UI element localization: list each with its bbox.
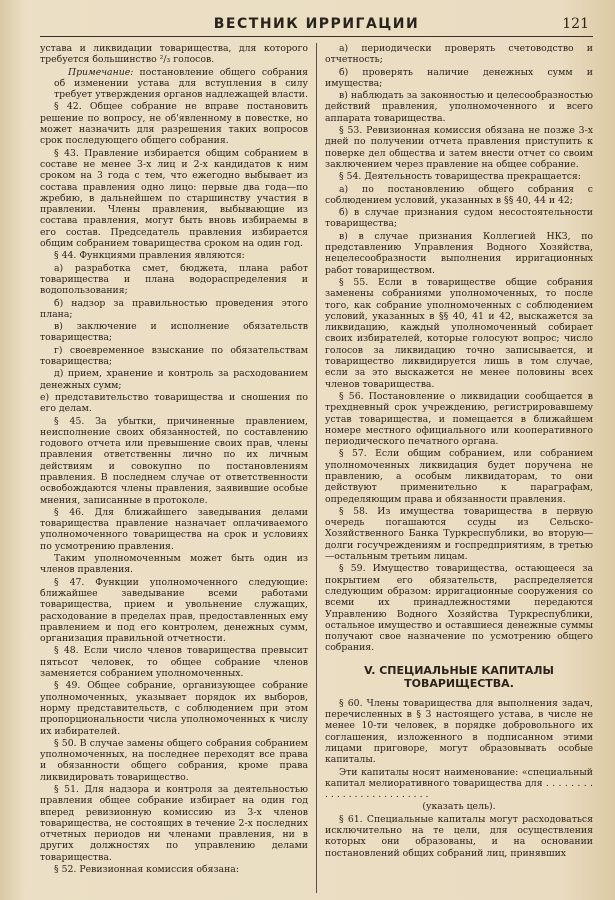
paragraph: § 57. Если общим собранием, или собранием уполномоченных ликвидация будет поручена не правлению, а особым ликвидаторам, то они действуют применительно к параграфам, определяющим права и обязанности правления. <box>325 448 593 505</box>
paragraph: § 54. Деятельность товарищества прекращается: <box>339 171 581 183</box>
paragraph: § 53. Ревизионная комиссия обязана не позже 3-х дней по получении отчета правления приступить к поверке дел общества и затем внести отчет со своим заключением через правление на общее собрание. <box>325 125 593 170</box>
paragraph: § 48. Если число членов товарищества превысит пятьсот человек, то общее собрание членов заменяется собранием уполномоченных. <box>40 645 308 680</box>
paragraph: § 55. Если в товариществе общие собрания заменены собраниями уполномоченных, то после того, как собрание уполномоченных с соблюдением условий, указанных в §§ 40, 41 и 42, выскажется за ликвидацию, каждый уполномоченный собирает своих избирателей, которые голосуют вопрос; число голосов за ликвидацию точно записывается, и товарищество ликвидируется лишь в том случае, если за это выскажется не менее половины всех членов товарищества. <box>325 276 593 390</box>
paragraph: § 47. Функции уполномоченного следующие: ближайшее заведывание всеми работами товарищества, прием и увольнение служащих, расходование в пределах прав, предоставленных ему правлением и под его контролем, денежных сумм, организация правильной отчетности. <box>40 576 308 645</box>
paragraph: а) разработка смет, бюджета, плана работ товарищества и плана водораспределения и водопользования; <box>40 262 308 297</box>
paragraph: б) проверять наличие денежных сумм и имущества; <box>325 66 593 89</box>
note-label: Примечание: <box>68 66 134 78</box>
paragraph: § 59. Имущество товарищества, остающееся за покрытием его обязательств, распределяется следующим образом: ирригационные сооружения со всеми их принадлежностями передаются Управлению Водного Хозяйства Туркреспублики, остальное имущество и оставшиеся денежные суммы получают свое назначение по усмотрению общего собрания. <box>325 563 593 654</box>
paragraph: § 58. Из имущества товарищества в первую очередь погашаются ссуды из Сельско-Хозяйственного Банка Туркреспублики, во вторую—долги госучреждениям и госпредприятиям, в третью—остальным третьим лицам. <box>325 505 593 563</box>
paragraph: е) представительство товарищества и сношения по его делам. <box>40 391 308 415</box>
section-heading: V. СПЕЦИАЛЬНЫЕ КАПИТАЛЫ ТОВАРИЩЕСТВА. <box>364 663 554 690</box>
paragraph: § 50. В случае замены общего собрания собранием уполномоченных, на последнее переходят все права и обязанности общего собрания, кроме права ликвидировать товарищество. <box>40 737 308 783</box>
paragraph: § 42. Общее собрание не вправе постановить решение по вопросу, не об'явленному в повестке, но может назначить для разрешения таких вопросов срок последующего общего собрания. <box>40 101 308 147</box>
note-text: постановление общего собрания об изменении устава для вступления в силу требует утверждения органов надлежащей власти. <box>54 66 308 101</box>
paragraph: § 46. Для ближайшего заведывания делами товарищества правление назначает оплачиваемого уполномоченного товарищества на срок и условиях по усмотрению правления. <box>40 506 308 552</box>
paragraph: § 49. Общее собрание, организующее собрание уполномоченных, указывает порядок их выборов, норму представительств, с соблюдением при этом пропорциональности числа уполномоченных к числу их избирателей. <box>40 680 308 737</box>
paragraph: § 61. Специальные капиталы могут расходоваться исключительно на те цели, для осуществления которых они образованы, и на основании постановлений общих собраний лиц, принявших <box>325 813 593 859</box>
paragraph: г) своевременное взыскание по обязательствам товарищества; <box>40 344 308 368</box>
paragraph: § 45. За убытки, причиненные правлением, неисполнение своих обязанностей, по составлению годового отчета или превышение своих прав, члены правления ответственны лично по их личным действиям и совокупно по постановлениям правления. В последнем случае от ответственности освобождаются члены правления, заявившие особые мнения, записанные в протоколе. <box>40 415 308 506</box>
paragraph: Таким уполномоченным может быть один из членов правления. <box>40 553 308 576</box>
paragraph: устава и ликвидации товарищества, для которого требуется большинство ²/₃ голосов. <box>40 43 308 66</box>
paragraph: § 44. Функциями правления являются: <box>54 250 245 262</box>
paragraph: б) надзор за правильностью проведения этого плана; <box>40 297 308 320</box>
journal-title: ВЕСТНИК ИРРИГАЦИИ <box>213 16 420 32</box>
paragraph: д) прием, хранение и контроль за расходованием денежных сумм; <box>40 368 308 391</box>
paragraph: а) по постановлению общего собрания с соблюдением условий, указанных в §§ 40, 44 и 42; <box>325 183 593 206</box>
paragraph: § 56. Постановление о ликвидации сообщается в трехдневный срок учреждению, регистрировавшему устав товарищества, и помещается в ближайшем номере местного официального или кооперативного периодического печатного органа. <box>325 390 593 448</box>
paragraph: (указать цель). <box>422 801 496 813</box>
note-paragraph <box>40 67 308 101</box>
paragraph: § 60. Члены товарищества для выполнения задач, перечисленных в § 3 настоящего устава, в числе не менее 10-ти человек, в порядке добровольного их соглашения, изложенного в подписанном этими лицами приговоре, могут образовывать особые капиталы. <box>325 697 593 766</box>
paragraph: § 43. Правление избирается общим собранием в составе не менее 3-х лиц и 2-х кандидатов к ним сроком на 3 года с тем, что ежегодно выбывает из состава правления одно лицо: первые два года—по жребию, в дальнейшем по старшинству участия в правлении. Члены правления, выбывающие из состава правления, могут быть вновь избираемы в его состав. Председатель правления избирается общим собранием товарищества сроком на один год. <box>40 147 308 250</box>
paragraph: а) периодически проверять счетоводство и отчетность; <box>325 43 593 66</box>
page-number: 121 <box>562 16 589 32</box>
paragraph: Эти капиталы носят наименование: «специальный капитал мелиоративного товарищества для . . . . . . . . . . . . . . . . . . . . . . . . . . <box>325 766 593 801</box>
paragraph: § 52. Ревизионная комиссия обязана: <box>54 864 239 876</box>
paragraph: б) в случае признания судом несостоятельности товарищества; <box>325 207 593 230</box>
paragraph: § 51. Для надзора и контроля за деятельностью правления общее собрание избирает на один год вперед ревизионную комиссию из 3-х членов товарищества, не состоящих в течение 2-х последних отчетных периодов ни членами правления, ни в других должностях по управлению делами товарищества. <box>40 784 308 863</box>
paragraph: в) в случае признания Коллегией НКЗ, по представлению Управления Водного Хозяйства, нецелесообразности выполнения ирригационных работ товариществом. <box>325 230 593 276</box>
paragraph: в) заключение и исполнение обязательств товарищества; <box>40 321 308 344</box>
right-column <box>317 43 593 893</box>
text-columns <box>40 43 593 893</box>
left-column <box>40 43 317 893</box>
page-header <box>40 14 593 37</box>
paragraph: в) наблюдать за законностью и целесообразностью действий правления, уполномоченного и всего аппарата товарищества. <box>325 90 593 124</box>
